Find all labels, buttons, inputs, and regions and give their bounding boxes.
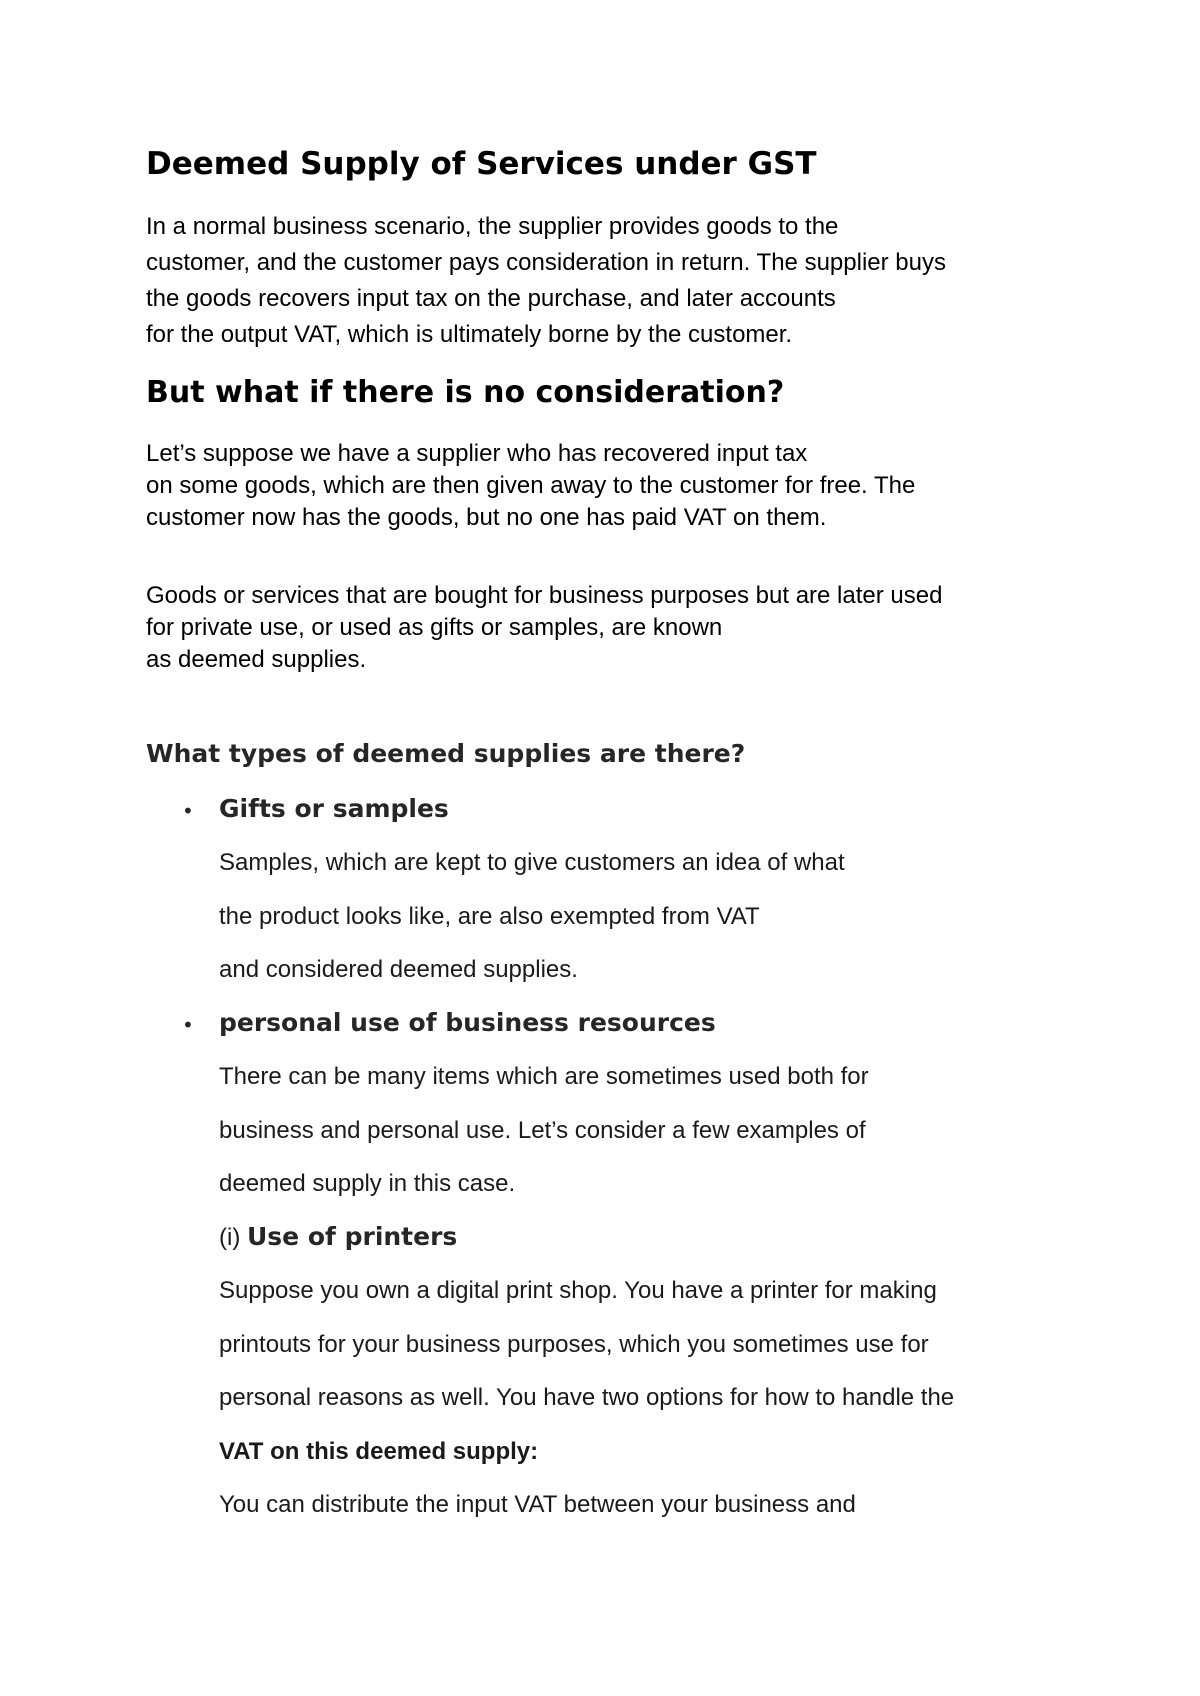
definition-line: for private use, or used as gifts or samples, are known: [146, 614, 723, 641]
sub-item-title: Use of printers: [247, 1222, 458, 1251]
scenario-paragraph: [146, 438, 915, 534]
document-title: Deemed Supply of Services under GST: [146, 146, 817, 182]
definition-paragraph: [146, 580, 942, 676]
sub-item-line: personal reasons as well. You have two options for how to handle the: [219, 1384, 955, 1411]
definition-line: as deemed supplies.: [146, 646, 367, 673]
sub-item-line: You can distribute the input VAT between your business and: [219, 1491, 856, 1518]
list-item-line: and considered deemed supplies.: [219, 956, 578, 983]
intro-line: customer, and the customer pays consideration in return. The supplier buys: [146, 249, 946, 276]
list-item-line: deemed supply in this case.: [219, 1170, 516, 1197]
section-heading: But what if there is no consideration?: [146, 375, 785, 410]
sub-item-prefix: (i): [219, 1224, 241, 1251]
scenario-line: on some goods, which are then given away to the customer for free. The: [146, 472, 916, 499]
intro-line: for the output VAT, which is ultimately borne by the customer.: [146, 321, 793, 348]
definition-line: Goods or services that are bought for business purposes but are later used: [146, 582, 943, 609]
list-item-line: Samples, which are kept to give customers an idea of what: [219, 849, 845, 876]
intro-line: the goods recovers input tax on the purchase, and later accounts: [146, 285, 836, 312]
list-item-title: personal use of business resources: [219, 1008, 716, 1037]
scenario-line: customer now has the goods, but no one has paid VAT on them.: [146, 504, 827, 531]
list-item-line: the product looks like, are also exempted from VAT: [219, 903, 760, 930]
list-item-line: business and personal use. Let’s consider a few examples of: [219, 1117, 866, 1144]
types-heading: What types of deemed supplies are there?: [146, 739, 746, 768]
bullet-icon: •: [182, 799, 194, 823]
sub-item-line: Suppose you own a digital print shop. You have a printer for making: [219, 1277, 937, 1304]
scenario-line: Let’s suppose we have a supplier who has recovered input tax: [146, 440, 808, 467]
intro-line: In a normal business scenario, the supplier provides goods to the: [146, 213, 839, 240]
sub-item-bold-line: VAT on this deemed supply:: [219, 1438, 539, 1465]
bullet-icon: •: [182, 1013, 194, 1037]
intro-paragraph: [146, 209, 946, 353]
list-item-title: Gifts or samples: [219, 794, 449, 823]
list-item-line: There can be many items which are sometimes used both for: [219, 1063, 869, 1090]
sub-item-heading: [219, 1220, 457, 1255]
sub-item-line: printouts for your business purposes, which you sometimes use for: [219, 1331, 929, 1358]
